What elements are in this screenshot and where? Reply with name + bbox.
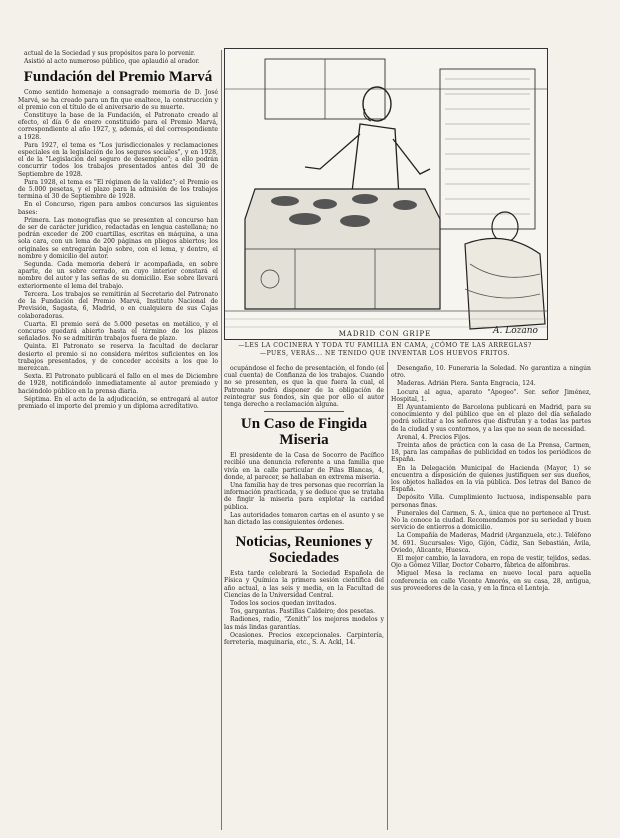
cartoon-title: MADRID CON GRIPE <box>338 330 432 338</box>
notice-item: Arenal, 4. Precios Fijos. <box>397 433 471 441</box>
article-paragraph: En el Concurso, rigen para ambos concursos las siguientes bases: <box>18 201 218 216</box>
section-rule <box>264 411 344 412</box>
dialog-line-answer: —PUES, VERÁS... NE TENIDO QUE INVENTAR LOS HUEVOS FRITOS. <box>259 350 511 357</box>
article-paragraph: Primera. Las monografías que se presenten al concurso han de ser de carácter jurídico, redactadas en lengua castellana; no podrán exceder de 200 cuartillas, escritas en máquina, a una sola cara, con un lema de 200 páginas en pliegos abiertos; los originales se entregarán bajo sobre, con el lema, y dentro, el nombre y domicilio del autor. <box>18 216 218 260</box>
article-paragraph: Tercera. Los trabajos se remitirán al Secretario del Patronato de la Fundación del Premio Marvá, Instituto Nacional de Previsión, Sagasta, 6, Madrid, o en cualquiera de sus Cajas colaboradoras. <box>18 290 218 320</box>
cartoon-dialog <box>224 342 546 358</box>
notice-item: Treinta años de práctica con la casa de La Prensa, Carmen, 18, para las campañas de publicidad en todos los periódicos de España. <box>391 442 591 464</box>
artist-signature: A. Lozano <box>493 326 538 336</box>
notice-item: En la Delegación Municipal de Hacienda (Mayor, 1) se encuentra a disposición de quienes justifiquen ser sus dueños, los objetos hallados en la vía pública. Dos letras del Banco de España. <box>391 464 591 494</box>
dialog-line-question: —LES LA COCINERA Y TODA TU FAMILIA EN CAMA, ¿CÓMO TE LAS ARREGLAS? <box>238 342 532 349</box>
column-divider <box>221 50 222 830</box>
column-middle <box>224 365 384 647</box>
article-paragraph: El presidente de la Casa de Socorro de Pacífico recibió una denuncia referente a una familia que vivía en la calle particular de Pilas Blancas, 4, donde, al parecer, se hallaban en extrema miseria. <box>224 452 384 481</box>
notice-item: Depósito Villa. Cumplimiento luctuosa, indispensable para personas finas. <box>391 494 591 509</box>
cartoon-drawing <box>225 49 547 339</box>
article-heading-premio-marva: Fundación del Premio Marvá <box>23 69 213 86</box>
article-paragraph: Todos los socios quedan invitados. <box>230 600 337 608</box>
lead-paragraph: actual de la Sociedad y sus propósitos para lo porvenir. <box>24 50 196 57</box>
article-paragraph: Esta tarde celebrará la Sociedad Española de Física y Química la primera sesión científica del año actual, a las seis y media, en la Facultad de Ciencias de la Universidad Central. <box>224 570 384 599</box>
lead-paragraph: ocupándose el fecho de presentación, el fondo (el cual cuenta) de Confianza de los trabajos. Cuando no se presenten, es que la que fuera la cual, el Patronato podrá disponer de la obligación de reintegrar sus fondos, sin que por ello el autor tenga derecho a reclamación alguna. <box>224 365 384 409</box>
classified-ad: Tos, gargantas. Pastillas Caldeiro; dos pesetas. <box>230 608 376 616</box>
notice-item: El Ayuntamiento de Barcelona publicará en Madrid, para su conocimiento y del público que en el plazo del día señalado podrá solicitar a los señores que disfrutan y a todas las partes de la ciudad y sus contornos, y a las que no sean de necesidad. <box>391 404 591 433</box>
article-paragraph: Segunda. Cada memoria deberá ir acompañada, en sobre aparte, de un sobre cerrado, en cuyo interior constará el nombre del autor y las señas de su domicilio. Ese sobre llevará exteriormente el lema del trabajo. <box>18 261 218 290</box>
notice-item: Locura al agua, aparato "Apogeo". Ser. señor Jiménez, Hospital, 1. <box>391 388 591 403</box>
article-paragraph: Como sentido homenaje a consagrado memoria de D. José Marvá, se ha creado para un fin que enaltece, la construcción y el premio con el título de el aniversario de su muerte. <box>18 89 218 111</box>
notice-item: El mejor cambio, la lavadora, en ropa de vestir, tejidos, sedas. Ojo a Gómez Villar, Doctor Cobarro, fábrica de alfombras. <box>391 555 591 570</box>
article-paragraph: Séptima. En el acto de la adjudicación, se entregará al autor premiado el importe del premio y un diploma acreditativo. <box>18 395 218 410</box>
classified-ad: Radiones, radio, "Zenith" los mejores modelos y las más lindas garantías. <box>224 616 384 631</box>
article-paragraph: Para 1927, el tema es "Los jurisdiccionales y reclamaciones especiales en la legislación de los seguros sociales", y en 1928, el de la "Legislación del seguro de desempleo"; a ello podrán concurrir todos los trabajos presentados antes del 30 de Septiembre de 1928. <box>18 141 218 178</box>
column-left <box>18 50 218 411</box>
lead-paragraph: Asistió al acto numeroso público, que aplaudió al orador. <box>24 58 200 66</box>
article-paragraph: Sexta. El Patronato publicará el fallo en el mes de Diciembre de 1928, notificándolo inmediatamente al autor premiado y haciéndolo público en la prensa diaria. <box>18 373 218 395</box>
article-paragraph: Quinta. El Patronato se reserva la facultad de declarar desierto el premio si no considera méritos suficientes en los trabajos presentados, y de conceder accésits a los que lo merezcan. <box>18 343 218 372</box>
article-paragraph: Para 1928, el tema es "El régimen de la validez"; el Premio es de 5.000 pesetas, y el plazo para la admisión de los trabajos termina el 30 de Septiembre de 1928. <box>18 178 218 201</box>
article-paragraph: Las autoridades tomaron cartas en el asunto y se han dictado las consiguientes órdenes. <box>224 511 384 527</box>
cartoon-illustration <box>224 48 548 340</box>
column-divider <box>387 362 388 830</box>
notice-item: Funerales del Carmen, S. A., única que no pertenece al Trust. No la conoce la ciudad. Recomendamos por su seriedad y buen servicio de entierros a domicilio. <box>391 509 591 532</box>
notice-item: La Compañía de Maderas, Madrid (Arganzuela, etc.). Teléfono M. 691. Sucursales: Vigo, Gijón, Cádiz, San Sebastián, Ávila, Oviedo, Alicante, Huesca. <box>391 532 591 554</box>
article-heading-fingida-miseria: Un Caso de Fingida Miseria <box>240 416 368 449</box>
notice-item: Miguel Mesa la reclama en nuevo local para aquella conferencia en calle Vicente Amorós, en su casa, 28, antigua, sus proveedores de la casa, y en la finca el Lenteja. <box>391 570 591 592</box>
notice-item: Maderas. Adrián Piera. Santa Engracia, 124. <box>397 380 536 388</box>
article-heading-noticias: Noticias, Reuniones y Sociedades <box>235 534 373 567</box>
section-rule <box>264 529 344 530</box>
classified-ad: Ocasiones. Precios excepcionales. Carpintería, ferretería, maquinaria, etc., S. A. Ackl, 14. <box>224 631 384 647</box>
column-right <box>391 365 591 593</box>
article-paragraph: Constituye la base de la Fundación, el Patronato creado al efecto, el día 6 de enero constituido para el Premio Marvá, correspondiente al año 1927, y, además, el del correspondiente a 1928. <box>18 112 218 141</box>
article-paragraph: Cuarta. El premio será de 5.000 pesetas en metálico, y el concurso quedará abierto hasta el término de los plazos señalados. No se admitirán trabajos fuera de plazo. <box>18 320 218 343</box>
notice-item: Desengaño, 10. Funeraria la Soledad. No garantiza a ningún otro. <box>391 365 591 380</box>
article-paragraph: Una familia hay de tres personas que recorrían la información practicada, y se deduce que se trataba de fingir la miseria para explotar la caridad pública. <box>224 482 384 511</box>
